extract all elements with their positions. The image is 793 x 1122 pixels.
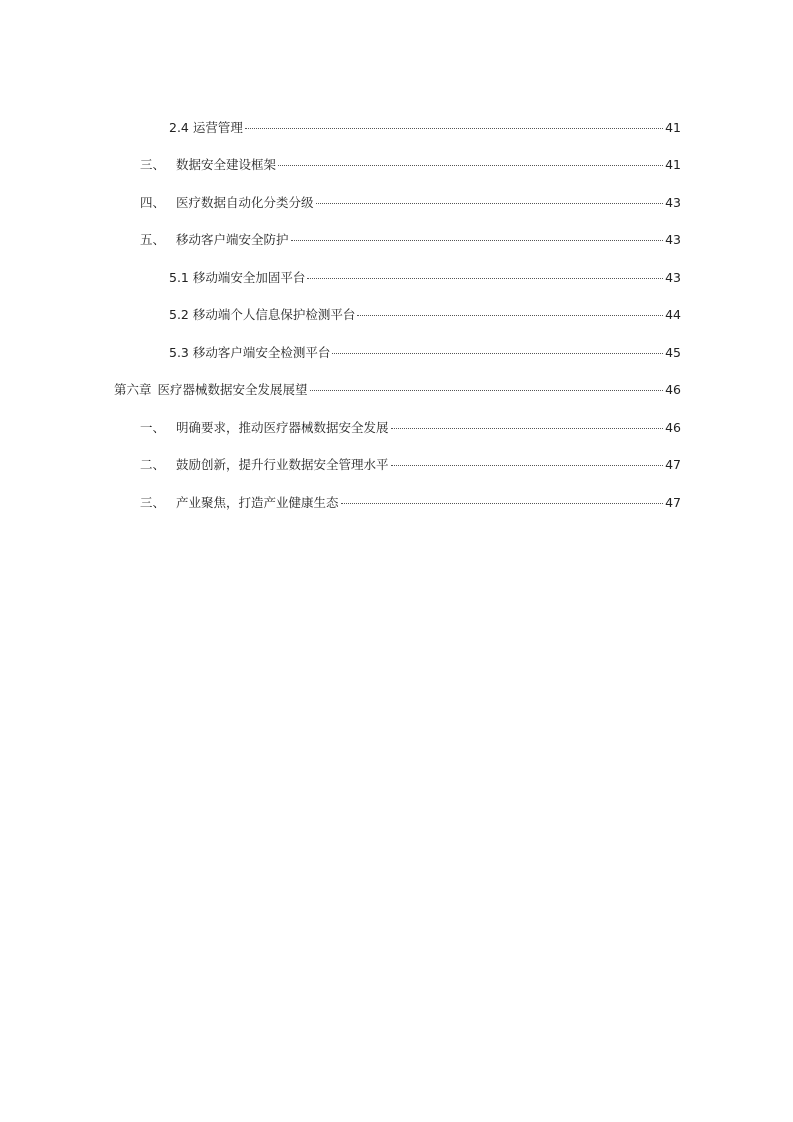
toc-entry-number: 第六章 — [114, 382, 152, 398]
toc-entry-title: 运营管理 — [192, 119, 243, 135]
dot-leader — [307, 278, 663, 279]
toc-entry-number: 五、 — [140, 232, 166, 248]
toc-entry[interactable] — [0, 183, 793, 221]
dot-leader — [310, 390, 664, 391]
dot-leader — [291, 240, 664, 241]
toc-entry[interactable] — [0, 371, 793, 409]
toc-entry-title: 产业聚焦，打造产业健康生态 — [176, 494, 339, 510]
dot-leader — [245, 128, 663, 129]
toc-entry-title: 移动端个人信息保护检测平台 — [192, 307, 356, 323]
toc-entry-page: 43 — [665, 194, 681, 210]
dot-leader — [278, 165, 663, 166]
toc-entry-number: 三、 — [140, 494, 166, 510]
toc-entry[interactable] — [0, 221, 793, 259]
toc-entry[interactable] — [0, 108, 793, 146]
toc-entry[interactable] — [0, 483, 793, 521]
toc-entry-page: 44 — [665, 307, 681, 323]
toc-entry-number: 四、 — [140, 194, 166, 210]
toc-entry-page: 47 — [665, 494, 681, 510]
dot-leader — [391, 428, 664, 429]
toc-entry[interactable] — [0, 146, 793, 184]
table-of-contents — [0, 108, 793, 521]
toc-entry-page: 43 — [665, 232, 681, 248]
toc-entry[interactable] — [0, 333, 793, 371]
toc-entry-title: 移动端安全加固平台 — [192, 269, 306, 285]
toc-entry-page: 43 — [665, 269, 681, 285]
toc-entry-page: 46 — [665, 419, 681, 435]
toc-entry-title: 鼓励创新，提升行业数据安全管理水平 — [176, 457, 389, 473]
toc-entry-page: 45 — [665, 344, 681, 360]
toc-entry-title: 明确要求，推动医疗器械数据安全发展 — [176, 419, 389, 435]
toc-entry-number: 5.1 — [169, 269, 189, 285]
toc-entry-page: 41 — [665, 119, 681, 135]
dot-leader — [341, 503, 664, 504]
toc-entry-page: 46 — [665, 382, 681, 398]
toc-entry-title: 数据安全建设框架 — [176, 157, 277, 173]
toc-entry-page: 41 — [665, 157, 681, 173]
toc-entry-number: 一、 — [140, 419, 166, 435]
toc-entry-title: 移动客户端安全检测平台 — [192, 344, 331, 360]
dot-leader — [357, 315, 663, 316]
toc-entry-page: 47 — [665, 457, 681, 473]
toc-entry-title: 医疗器械数据安全发展展望 — [157, 382, 308, 398]
toc-entry-title: 移动客户端安全防护 — [176, 232, 289, 248]
toc-entry-number: 三、 — [140, 157, 166, 173]
dot-leader — [391, 465, 664, 466]
toc-entry-number: 5.2 — [169, 307, 189, 323]
toc-entry[interactable] — [0, 446, 793, 484]
toc-entry-number: 二、 — [140, 457, 166, 473]
toc-entry[interactable] — [0, 258, 793, 296]
toc-entry-number: 2.4 — [169, 119, 189, 135]
toc-entry-title: 医疗数据自动化分类分级 — [176, 194, 314, 210]
toc-entry[interactable] — [0, 296, 793, 334]
dot-leader — [332, 353, 663, 354]
toc-entry-number: 5.3 — [169, 344, 189, 360]
toc-entry[interactable] — [0, 408, 793, 446]
dot-leader — [316, 203, 664, 204]
